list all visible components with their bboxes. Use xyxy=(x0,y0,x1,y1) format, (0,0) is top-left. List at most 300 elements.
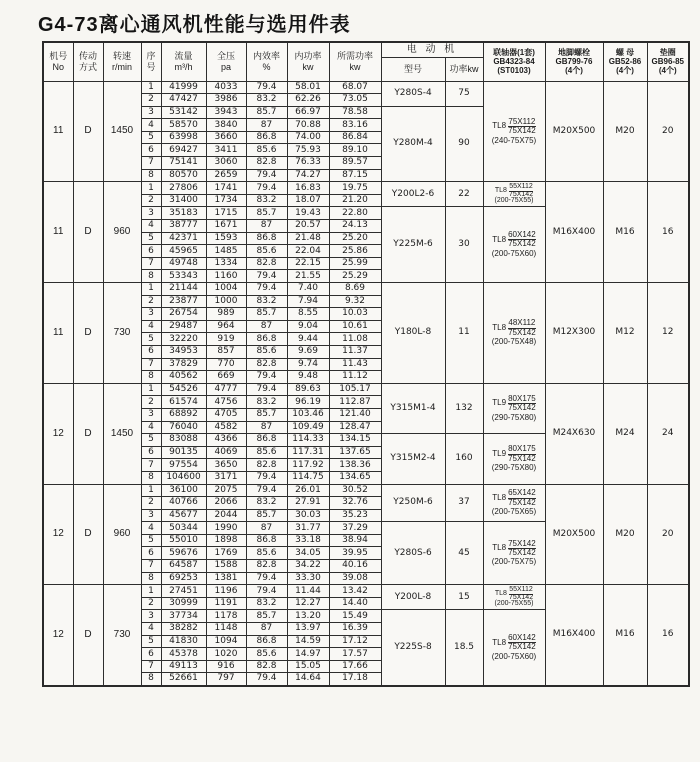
nut-cell: M12 xyxy=(603,283,647,384)
power-cell: 14.59 xyxy=(287,635,329,648)
power-cell: 13.20 xyxy=(287,610,329,623)
power-cell: 89.63 xyxy=(287,383,329,396)
efficiency-cell: 79.4 xyxy=(246,169,287,182)
seq-cell: 5 xyxy=(141,434,161,447)
power-cell: 103.46 xyxy=(287,408,329,421)
pressure-cell: 3650 xyxy=(206,459,246,472)
table-row xyxy=(43,283,689,296)
header-coupling: 联轴器(1套) GB4323-84 (ST0103) xyxy=(483,42,545,81)
pressure-cell: 770 xyxy=(206,358,246,371)
power-cell: 114.75 xyxy=(287,471,329,484)
required-power-cell: 13.42 xyxy=(329,585,381,598)
coupling-note: (200-75X55) xyxy=(494,197,534,205)
coupling-type: TL9 xyxy=(492,448,507,458)
coupling-cell xyxy=(483,81,545,182)
motor-power-cell: 30 xyxy=(445,207,483,283)
coupling-spec xyxy=(492,540,536,567)
flow-cell: 58570 xyxy=(161,119,206,132)
coupling-note: (200-75X55) xyxy=(494,600,534,608)
coupling-fraction xyxy=(508,231,536,249)
coupling-fraction-top: 80X175 xyxy=(508,444,536,454)
motor-power-cell: 15 xyxy=(445,585,483,610)
power-cell: 31.77 xyxy=(287,522,329,535)
efficiency-cell: 82.8 xyxy=(246,157,287,170)
power-cell: 33.18 xyxy=(287,534,329,547)
required-power-cell: 128.47 xyxy=(329,421,381,434)
coupling-cell xyxy=(483,383,545,433)
required-power-cell: 11.43 xyxy=(329,358,381,371)
anchor-bolt-cell: M20X500 xyxy=(545,81,603,182)
efficiency-cell: 85.7 xyxy=(246,610,287,623)
pressure-cell: 1588 xyxy=(206,560,246,573)
pressure-cell: 1990 xyxy=(206,522,246,535)
required-power-cell: 87.15 xyxy=(329,169,381,182)
efficiency-cell: 86.8 xyxy=(246,131,287,144)
efficiency-cell: 85.6 xyxy=(246,144,287,157)
flow-cell: 97554 xyxy=(161,459,206,472)
flow-cell: 42371 xyxy=(161,232,206,245)
pressure-cell: 1178 xyxy=(206,610,246,623)
required-power-cell: 15.49 xyxy=(329,610,381,623)
required-power-cell: 89.10 xyxy=(329,144,381,157)
coupling-spec xyxy=(495,184,534,204)
flow-cell: 45965 xyxy=(161,245,206,258)
seq-cell: 4 xyxy=(141,421,161,434)
power-cell: 34.05 xyxy=(287,547,329,560)
header-machine-no: 机号 No xyxy=(43,42,73,81)
coupling-spec xyxy=(492,118,536,145)
motor-model-cell: Y200L2-6 xyxy=(381,182,445,207)
seq-cell: 1 xyxy=(141,81,161,94)
flow-cell: 47427 xyxy=(161,94,206,107)
seq-cell: 5 xyxy=(141,635,161,648)
seq-cell: 7 xyxy=(141,257,161,270)
pressure-cell: 3840 xyxy=(206,119,246,132)
power-cell: 117.92 xyxy=(287,459,329,472)
motor-model-cell: Y225S-8 xyxy=(381,610,445,686)
seq-cell: 8 xyxy=(141,169,161,182)
required-power-cell: 17.57 xyxy=(329,648,381,661)
motor-model-cell: Y280S-6 xyxy=(381,522,445,585)
efficiency-cell: 79.4 xyxy=(246,572,287,585)
efficiency-cell: 85.6 xyxy=(246,547,287,560)
motor-model-cell: Y315M2-4 xyxy=(381,434,445,484)
efficiency-cell: 87 xyxy=(246,220,287,233)
header-pressure: 全压 pa xyxy=(206,42,246,81)
power-cell: 13.97 xyxy=(287,623,329,636)
header-power: 内功率 kw xyxy=(287,42,329,81)
power-cell: 21.48 xyxy=(287,232,329,245)
flow-cell: 26754 xyxy=(161,308,206,321)
required-power-cell: 16.39 xyxy=(329,623,381,636)
efficiency-cell: 79.4 xyxy=(246,383,287,396)
coupling-cell xyxy=(483,522,545,585)
required-power-cell: 83.16 xyxy=(329,119,381,132)
coupling-cell xyxy=(483,182,545,207)
header-motor-power: 功率kw xyxy=(445,57,483,81)
seq-cell: 4 xyxy=(141,522,161,535)
flow-cell: 63998 xyxy=(161,131,206,144)
power-cell: 12.27 xyxy=(287,597,329,610)
drive-mode-cell: D xyxy=(73,484,103,585)
power-cell: 76.33 xyxy=(287,157,329,170)
required-power-cell: 37.29 xyxy=(329,522,381,535)
efficiency-cell: 87 xyxy=(246,421,287,434)
coupling-note: (240-75X75) xyxy=(491,135,537,145)
efficiency-cell: 79.4 xyxy=(246,371,287,384)
efficiency-cell: 86.8 xyxy=(246,434,287,447)
required-power-cell: 25.20 xyxy=(329,232,381,245)
seq-cell: 7 xyxy=(141,660,161,673)
coupling-fraction-bottom: 75X142 xyxy=(508,190,534,198)
power-cell: 16.83 xyxy=(287,182,329,195)
pressure-cell: 1094 xyxy=(206,635,246,648)
power-cell: 27.91 xyxy=(287,497,329,510)
motor-power-cell: 22 xyxy=(445,182,483,207)
coupling-type: TL9 xyxy=(492,398,507,408)
flow-cell: 75141 xyxy=(161,157,206,170)
motor-model-cell: Y280M-4 xyxy=(381,106,445,182)
coupling-note: (200-75X60) xyxy=(491,248,537,258)
required-power-cell: 22.80 xyxy=(329,207,381,220)
required-power-cell: 40.16 xyxy=(329,560,381,573)
flow-cell: 83088 xyxy=(161,434,206,447)
required-power-cell: 10.03 xyxy=(329,308,381,321)
required-power-cell: 112.87 xyxy=(329,396,381,409)
washer-cell: 20 xyxy=(647,81,689,182)
coupling-fraction-bottom: 75X142 xyxy=(508,403,536,413)
coupling-fraction xyxy=(508,118,536,136)
drive-mode-cell: D xyxy=(73,81,103,182)
coupling-fraction-top: 55X112 xyxy=(509,586,533,594)
header-speed: 转速 r/min xyxy=(103,42,141,81)
seq-cell: 8 xyxy=(141,270,161,283)
pressure-cell: 797 xyxy=(206,673,246,686)
required-power-cell: 19.75 xyxy=(329,182,381,195)
coupling-cell xyxy=(483,484,545,522)
flow-cell: 61574 xyxy=(161,396,206,409)
required-power-cell: 39.08 xyxy=(329,572,381,585)
flow-cell: 41999 xyxy=(161,81,206,94)
seq-cell: 7 xyxy=(141,560,161,573)
pressure-cell: 1004 xyxy=(206,283,246,296)
flow-cell: 40562 xyxy=(161,371,206,384)
power-cell: 15.05 xyxy=(287,660,329,673)
nut-cell: M16 xyxy=(603,585,647,686)
efficiency-cell: 79.4 xyxy=(246,81,287,94)
coupling-type: TL8 xyxy=(494,186,507,194)
seq-cell: 3 xyxy=(141,106,161,119)
power-cell: 96.19 xyxy=(287,396,329,409)
seq-cell: 6 xyxy=(141,648,161,661)
coupling-fraction-bottom: 75X142 xyxy=(508,453,536,463)
speed-cell: 1450 xyxy=(103,81,141,182)
seq-cell: 6 xyxy=(141,144,161,157)
catalog-page xyxy=(0,8,700,687)
seq-cell: 8 xyxy=(141,471,161,484)
required-power-cell: 121.40 xyxy=(329,408,381,421)
required-power-cell: 30.52 xyxy=(329,484,381,497)
pressure-cell: 3660 xyxy=(206,131,246,144)
pressure-cell: 1148 xyxy=(206,623,246,636)
pressure-cell: 989 xyxy=(206,308,246,321)
header-nut: 螺 母 GB52-86 (4个) xyxy=(603,42,647,81)
seq-cell: 1 xyxy=(141,383,161,396)
pressure-cell: 1593 xyxy=(206,232,246,245)
coupling-spec xyxy=(492,319,536,346)
pressure-cell: 4756 xyxy=(206,396,246,409)
pressure-cell: 1196 xyxy=(206,585,246,598)
efficiency-cell: 79.4 xyxy=(246,484,287,497)
coupling-type: TL8 xyxy=(492,322,507,332)
required-power-cell: 89.57 xyxy=(329,157,381,170)
seq-cell: 6 xyxy=(141,446,161,459)
coupling-type: TL8 xyxy=(492,492,507,502)
flow-cell: 50344 xyxy=(161,522,206,535)
efficiency-cell: 85.7 xyxy=(246,408,287,421)
machine-no-cell: 11 xyxy=(43,283,73,384)
efficiency-cell: 83.2 xyxy=(246,497,287,510)
coupling-type: TL8 xyxy=(492,121,507,131)
motor-model-cell: Y280S-4 xyxy=(381,81,445,106)
flow-cell: 21144 xyxy=(161,283,206,296)
pressure-cell: 4069 xyxy=(206,446,246,459)
required-power-cell: 137.65 xyxy=(329,446,381,459)
anchor-bolt-cell: M16X400 xyxy=(545,585,603,686)
efficiency-cell: 87 xyxy=(246,320,287,333)
coupling-fraction-bottom: 75X142 xyxy=(508,548,536,558)
required-power-cell: 78.58 xyxy=(329,106,381,119)
pressure-cell: 1734 xyxy=(206,194,246,207)
pressure-cell: 3411 xyxy=(206,144,246,157)
seq-cell: 1 xyxy=(141,484,161,497)
seq-cell: 7 xyxy=(141,157,161,170)
pressure-cell: 3171 xyxy=(206,471,246,484)
efficiency-cell: 79.4 xyxy=(246,471,287,484)
motor-model-cell: Y180L-8 xyxy=(381,283,445,384)
power-cell: 7.94 xyxy=(287,295,329,308)
table-row xyxy=(43,585,689,598)
coupling-note: (200-75X48) xyxy=(491,337,537,347)
power-cell: 22.04 xyxy=(287,245,329,258)
flow-cell: 27806 xyxy=(161,182,206,195)
machine-no-cell: 12 xyxy=(43,585,73,686)
coupling-cell xyxy=(483,610,545,686)
required-power-cell: 138.36 xyxy=(329,459,381,472)
washer-cell: 12 xyxy=(647,283,689,384)
coupling-note: (290-75X80) xyxy=(491,462,537,472)
motor-model-cell: Y200L-8 xyxy=(381,585,445,610)
fan-spec-table xyxy=(42,41,690,687)
pressure-cell: 1160 xyxy=(206,270,246,283)
motor-power-cell: 37 xyxy=(445,484,483,522)
seq-cell: 8 xyxy=(141,673,161,686)
pressure-cell: 1741 xyxy=(206,182,246,195)
coupling-fraction xyxy=(509,184,533,198)
power-cell: 14.64 xyxy=(287,673,329,686)
efficiency-cell: 82.8 xyxy=(246,660,287,673)
washer-cell: 16 xyxy=(647,182,689,283)
drive-mode-cell: D xyxy=(73,383,103,484)
required-power-cell: 24.13 xyxy=(329,220,381,233)
anchor-bolt-cell: M12X300 xyxy=(545,283,603,384)
efficiency-cell: 83.2 xyxy=(246,295,287,308)
power-cell: 9.44 xyxy=(287,333,329,346)
seq-cell: 5 xyxy=(141,333,161,346)
efficiency-cell: 87 xyxy=(246,522,287,535)
machine-no-cell: 12 xyxy=(43,383,73,484)
required-power-cell: 25.29 xyxy=(329,270,381,283)
flow-cell: 38282 xyxy=(161,623,206,636)
pressure-cell: 1334 xyxy=(206,257,246,270)
seq-cell: 3 xyxy=(141,610,161,623)
efficiency-cell: 85.7 xyxy=(246,207,287,220)
efficiency-cell: 85.7 xyxy=(246,509,287,522)
power-cell: 22.15 xyxy=(287,257,329,270)
power-cell: 9.04 xyxy=(287,320,329,333)
power-cell: 62.26 xyxy=(287,94,329,107)
flow-cell: 41830 xyxy=(161,635,206,648)
coupling-cell xyxy=(483,283,545,384)
flow-cell: 80570 xyxy=(161,169,206,182)
flow-cell: 64587 xyxy=(161,560,206,573)
flow-cell: 68892 xyxy=(161,408,206,421)
pressure-cell: 1381 xyxy=(206,572,246,585)
coupling-type: TL8 xyxy=(492,234,507,244)
power-cell: 7.40 xyxy=(287,283,329,296)
pressure-cell: 1000 xyxy=(206,295,246,308)
coupling-type: TL8 xyxy=(494,589,507,597)
efficiency-cell: 83.2 xyxy=(246,94,287,107)
coupling-note: (200-75X75) xyxy=(491,557,537,567)
pressure-cell: 1898 xyxy=(206,534,246,547)
header-anchor-bolt: 地脚螺栓 GB799-76 (4个) xyxy=(545,42,603,81)
flow-cell: 55010 xyxy=(161,534,206,547)
seq-cell: 1 xyxy=(141,182,161,195)
coupling-fraction xyxy=(508,319,536,337)
speed-cell: 730 xyxy=(103,585,141,686)
coupling-spec xyxy=(492,489,536,516)
pressure-cell: 3060 xyxy=(206,157,246,170)
seq-cell: 6 xyxy=(141,547,161,560)
seq-cell: 2 xyxy=(141,194,161,207)
flow-cell: 29487 xyxy=(161,320,206,333)
required-power-cell: 86.84 xyxy=(329,131,381,144)
required-power-cell: 73.05 xyxy=(329,94,381,107)
seq-cell: 3 xyxy=(141,509,161,522)
power-cell: 30.03 xyxy=(287,509,329,522)
pressure-cell: 4033 xyxy=(206,81,246,94)
power-cell: 11.44 xyxy=(287,585,329,598)
seq-cell: 2 xyxy=(141,396,161,409)
efficiency-cell: 82.8 xyxy=(246,459,287,472)
efficiency-cell: 86.8 xyxy=(246,333,287,346)
flow-cell: 45378 xyxy=(161,648,206,661)
pressure-cell: 4582 xyxy=(206,421,246,434)
header-efficiency: 内效率 % xyxy=(246,42,287,81)
table-row xyxy=(43,182,689,195)
required-power-cell: 10.61 xyxy=(329,320,381,333)
coupling-fraction-bottom: 75X142 xyxy=(508,497,536,507)
seq-cell: 6 xyxy=(141,245,161,258)
power-cell: 21.55 xyxy=(287,270,329,283)
coupling-type: TL8 xyxy=(492,637,507,647)
required-power-cell: 17.18 xyxy=(329,673,381,686)
coupling-spec xyxy=(492,634,536,661)
flow-cell: 23877 xyxy=(161,295,206,308)
header-motor-group: 电 动 机 xyxy=(381,42,483,57)
seq-cell: 1 xyxy=(141,585,161,598)
machine-no-cell: 12 xyxy=(43,484,73,585)
power-cell: 70.88 xyxy=(287,119,329,132)
efficiency-cell: 87 xyxy=(246,623,287,636)
power-cell: 58.01 xyxy=(287,81,329,94)
table-row xyxy=(43,81,689,94)
seq-cell: 7 xyxy=(141,358,161,371)
flow-cell: 59676 xyxy=(161,547,206,560)
motor-model-cell: Y225M-6 xyxy=(381,207,445,283)
flow-cell: 35183 xyxy=(161,207,206,220)
pressure-cell: 669 xyxy=(206,371,246,384)
coupling-type: TL8 xyxy=(492,543,507,553)
coupling-fraction-top: 55X112 xyxy=(509,183,533,191)
coupling-fraction-top: 60X142 xyxy=(508,230,536,240)
table-header xyxy=(43,42,689,81)
efficiency-cell: 86.8 xyxy=(246,232,287,245)
seq-cell: 3 xyxy=(141,207,161,220)
seq-cell: 2 xyxy=(141,497,161,510)
required-power-cell: 17.12 xyxy=(329,635,381,648)
washer-cell: 20 xyxy=(647,484,689,585)
motor-power-cell: 160 xyxy=(445,434,483,484)
seq-cell: 8 xyxy=(141,371,161,384)
power-cell: 9.48 xyxy=(287,371,329,384)
coupling-fraction-top: 65X142 xyxy=(508,488,536,498)
coupling-fraction xyxy=(508,445,536,463)
required-power-cell: 38.94 xyxy=(329,534,381,547)
efficiency-cell: 83.2 xyxy=(246,194,287,207)
coupling-fraction xyxy=(508,634,536,652)
flow-cell: 54526 xyxy=(161,383,206,396)
required-power-cell: 105.17 xyxy=(329,383,381,396)
required-power-cell: 9.32 xyxy=(329,295,381,308)
seq-cell: 3 xyxy=(141,308,161,321)
motor-power-cell: 90 xyxy=(445,106,483,182)
pressure-cell: 916 xyxy=(206,660,246,673)
efficiency-cell: 85.6 xyxy=(246,345,287,358)
coupling-spec xyxy=(492,395,536,422)
flow-cell: 104600 xyxy=(161,471,206,484)
flow-cell: 27451 xyxy=(161,585,206,598)
coupling-spec xyxy=(495,587,534,607)
power-cell: 14.97 xyxy=(287,648,329,661)
coupling-fraction-top: 75X142 xyxy=(508,538,536,548)
flow-cell: 38777 xyxy=(161,220,206,233)
nut-cell: M16 xyxy=(603,182,647,283)
power-cell: 8.55 xyxy=(287,308,329,321)
efficiency-cell: 85.6 xyxy=(246,648,287,661)
page-title: G4-73离心通风机性能与选用件表 xyxy=(38,14,351,36)
coupling-fraction-bottom: 75X142 xyxy=(508,239,536,249)
seq-cell: 4 xyxy=(141,623,161,636)
header-seq: 序 号 xyxy=(141,42,161,81)
seq-cell: 2 xyxy=(141,94,161,107)
flow-cell: 49113 xyxy=(161,660,206,673)
efficiency-cell: 87 xyxy=(246,119,287,132)
power-cell: 74.00 xyxy=(287,131,329,144)
pressure-cell: 2075 xyxy=(206,484,246,497)
required-power-cell: 134.15 xyxy=(329,434,381,447)
